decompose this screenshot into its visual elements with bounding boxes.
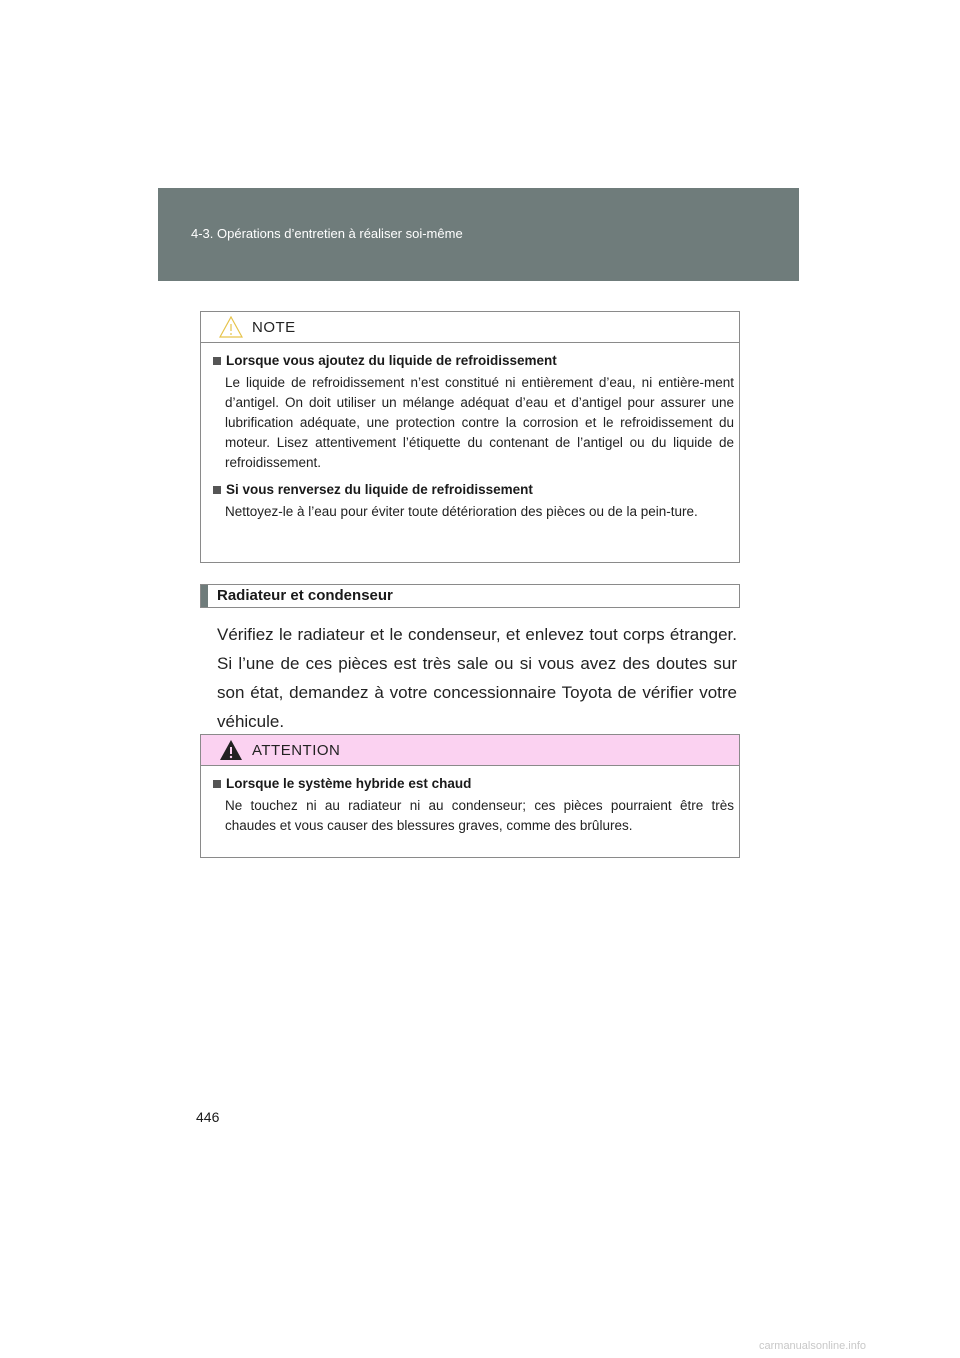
attention-box	[200, 734, 740, 858]
attention-item-text: Ne touchez ni au radiateur ni au condenseur; ces pièces pourraient être très chaudes et vous causer des blessures graves, comme des brûlures.	[225, 798, 734, 833]
note-title: NOTE	[252, 319, 296, 336]
page-number: 446	[196, 1109, 220, 1125]
watermark: carmanualsonline.info	[759, 1340, 867, 1352]
note-box	[200, 311, 740, 563]
header-band	[158, 188, 799, 281]
attention-title: ATTENTION	[252, 742, 341, 759]
section-heading-label: Radiateur et condenseur	[217, 587, 393, 604]
attention-box-header	[201, 735, 739, 766]
section-title: 4-3. Opérations d’entretien à réaliser soi-même	[191, 226, 463, 241]
warning-icon	[219, 739, 243, 761]
body-paragraph: Vérifiez le radiateur et le condenseur, et enlevez tout corps étranger. Si l’une de ces pièces est très sale ou si vous avez des doutes sur son état, demandez à votre concessionnaire Toyota de vérifier votre véhicule.	[217, 625, 737, 731]
note-item-heading-text: Lorsque vous ajoutez du liquide de refroidissement	[226, 353, 557, 368]
square-bullet-icon	[213, 357, 221, 365]
note-item-text: Nettoyez-le à l’eau pour éviter toute détérioration des pièces ou de la pein-ture.	[225, 504, 698, 519]
attention-body	[201, 766, 739, 850]
attention-item-heading-text: Lorsque le système hybride est chaud	[226, 776, 472, 791]
warning-outline-icon	[219, 316, 243, 338]
note-body	[201, 343, 739, 536]
attention-item-heading	[213, 776, 734, 791]
square-bullet-icon	[213, 780, 221, 788]
note-item-heading	[213, 353, 734, 368]
note-item-heading-text: Si vous renversez du liquide de refroidissement	[226, 482, 533, 497]
note-item-text: Le liquide de refroidissement n’est constitué ni entièrement d’eau, ni entière-ment d’antigel. On doit utiliser un mélange adéquat d’eau et d’antigel pour assurer une lubrification adéquate, une protection contre la corrosion et le refroidissement du moteur. Lisez attentivement l’étiquette du contenant de l’antigel ou du liquide de refroidissement.	[225, 375, 734, 470]
square-bullet-icon	[213, 486, 221, 494]
note-box-header	[201, 312, 739, 343]
section-heading-bar	[201, 585, 208, 607]
section-heading	[200, 584, 740, 608]
note-item-heading	[213, 482, 734, 497]
